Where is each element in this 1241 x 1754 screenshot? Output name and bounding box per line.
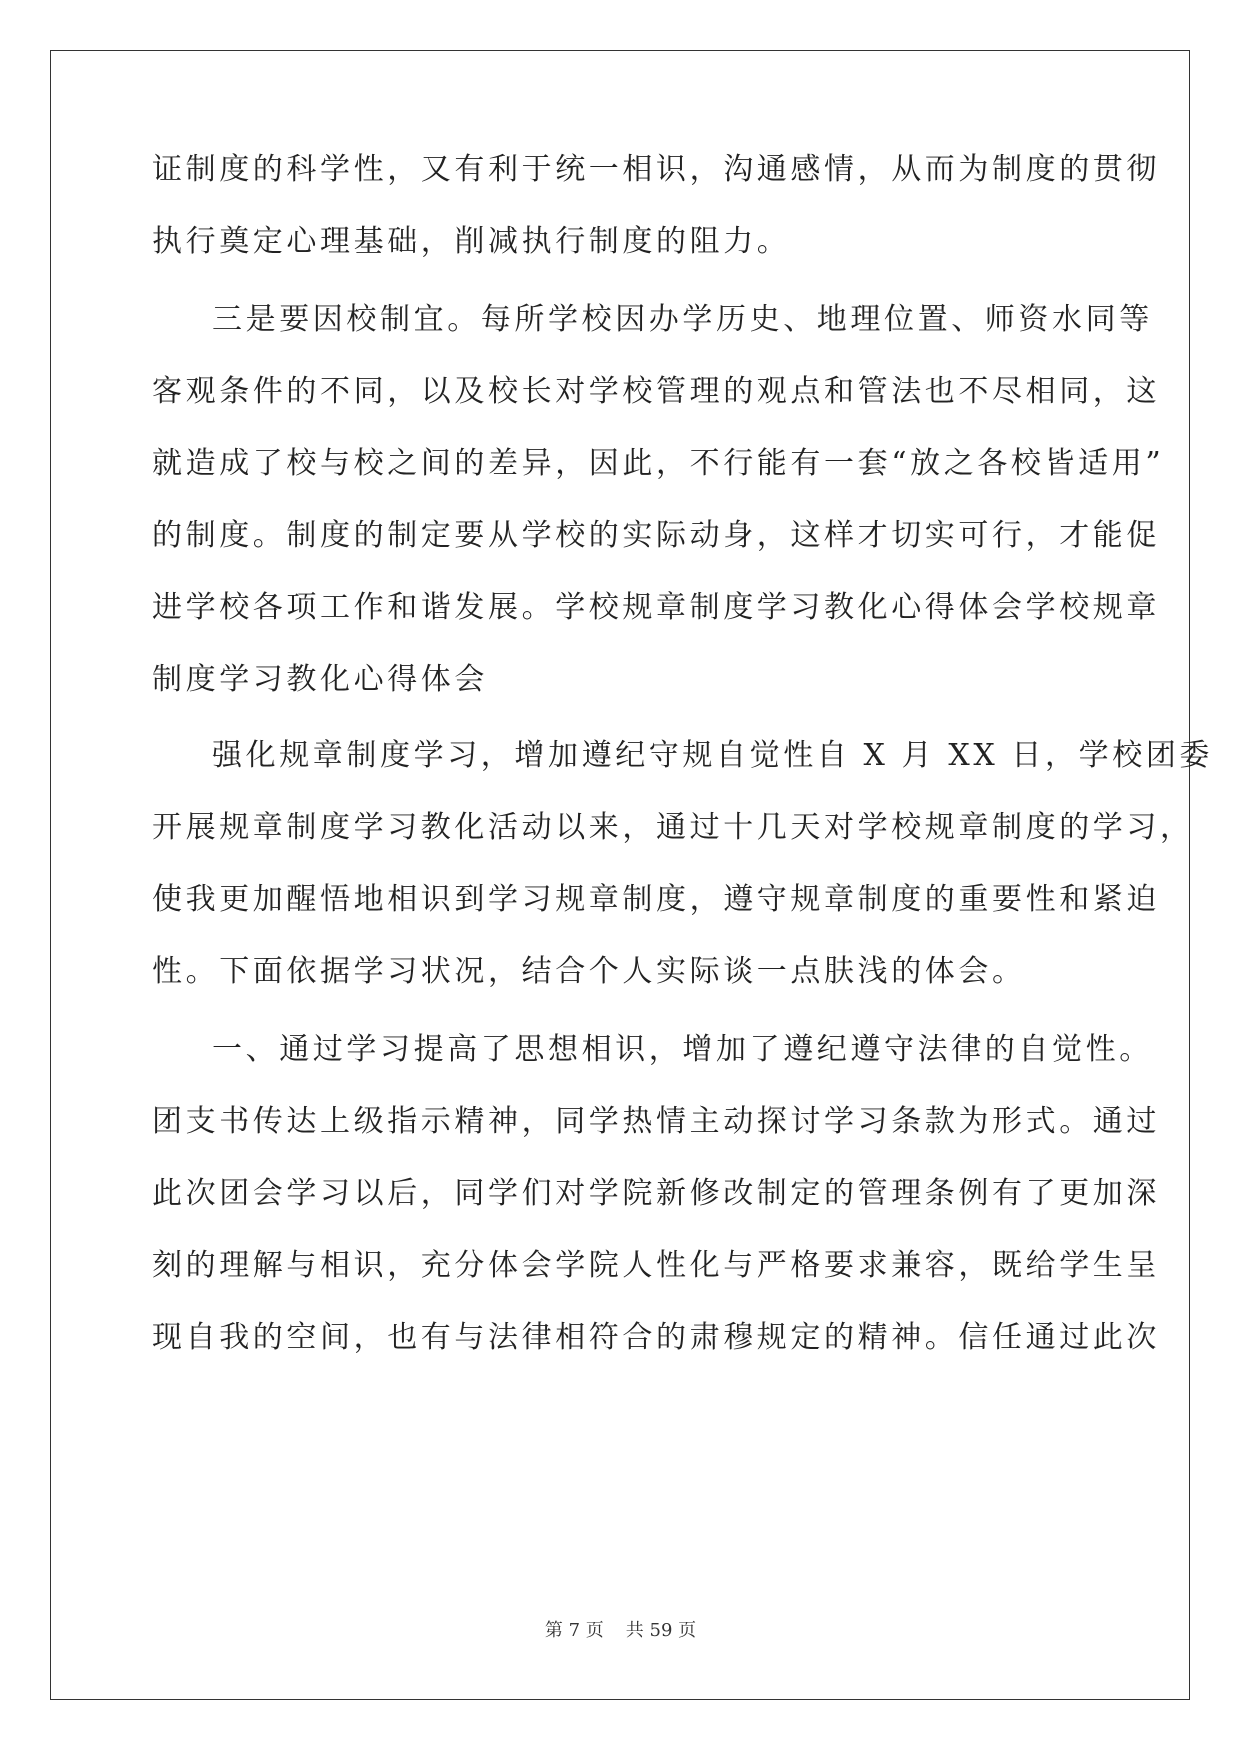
- text-line: 执行奠定心理基础，削减执行制度的阻力。: [152, 224, 791, 259]
- text-line: 制度学习教化心得体会: [152, 662, 488, 697]
- page-footer: [0, 1616, 1241, 1642]
- page-number: 第 7 页: [544, 1620, 604, 1641]
- text-line: 进学校各项工作和谐发展。学校规章制度学习教化心得体会学校规章: [152, 590, 1160, 625]
- paragraph-first-line: 强化规章制度学习，增加遵纪守规自觉性自 X 月 XX 日，学校团委: [212, 738, 1214, 773]
- text-line: 刻的理解与相识，充分体会学院人性化与严格要求兼容，既给学生呈: [152, 1248, 1160, 1283]
- text-line: 团支书传达上级指示精神，同学热情主动探讨学习条款为形式。通过: [152, 1104, 1160, 1139]
- paragraph-first-line: 一、通过学习提高了思想相识，增加了遵纪遵守法律的自觉性。: [212, 1032, 1153, 1067]
- text-line: 就造成了校与校之间的差异，因此，不行能有一套“放之各校皆适用”: [152, 446, 1165, 481]
- page-border: [50, 50, 1190, 1700]
- text-line: 开展规章制度学习教化活动以来，通过十几天对学校规章制度的学习，: [152, 810, 1194, 845]
- text-line: 使我更加醒悟地相识到学习规章制度，遵守规章制度的重要性和紧迫: [152, 882, 1160, 917]
- page-total: 共 59 页: [625, 1620, 697, 1641]
- paragraph-first-line: 三是要因校制宜。每所学校因办学历史、地理位置、师资水同等: [212, 302, 1153, 337]
- text-line: 性。下面依据学习状况，结合个人实际谈一点肤浅的体会。: [152, 954, 1026, 989]
- text-line: 此次团会学习以后，同学们对学院新修改制定的管理条例有了更加深: [152, 1176, 1160, 1211]
- text-line: 客观条件的不同，以及校长对学校管理的观点和管法也不尽相同，这: [152, 374, 1160, 409]
- text-line: 的制度。制度的制定要从学校的实际动身，这样才切实可行，才能促: [152, 518, 1160, 553]
- text-line: 证制度的科学性，又有利于统一相识，沟通感情，从而为制度的贯彻: [152, 152, 1160, 187]
- text-line: 现自我的空间，也有与法律相符合的肃穆规定的精神。信任通过此次: [152, 1320, 1160, 1355]
